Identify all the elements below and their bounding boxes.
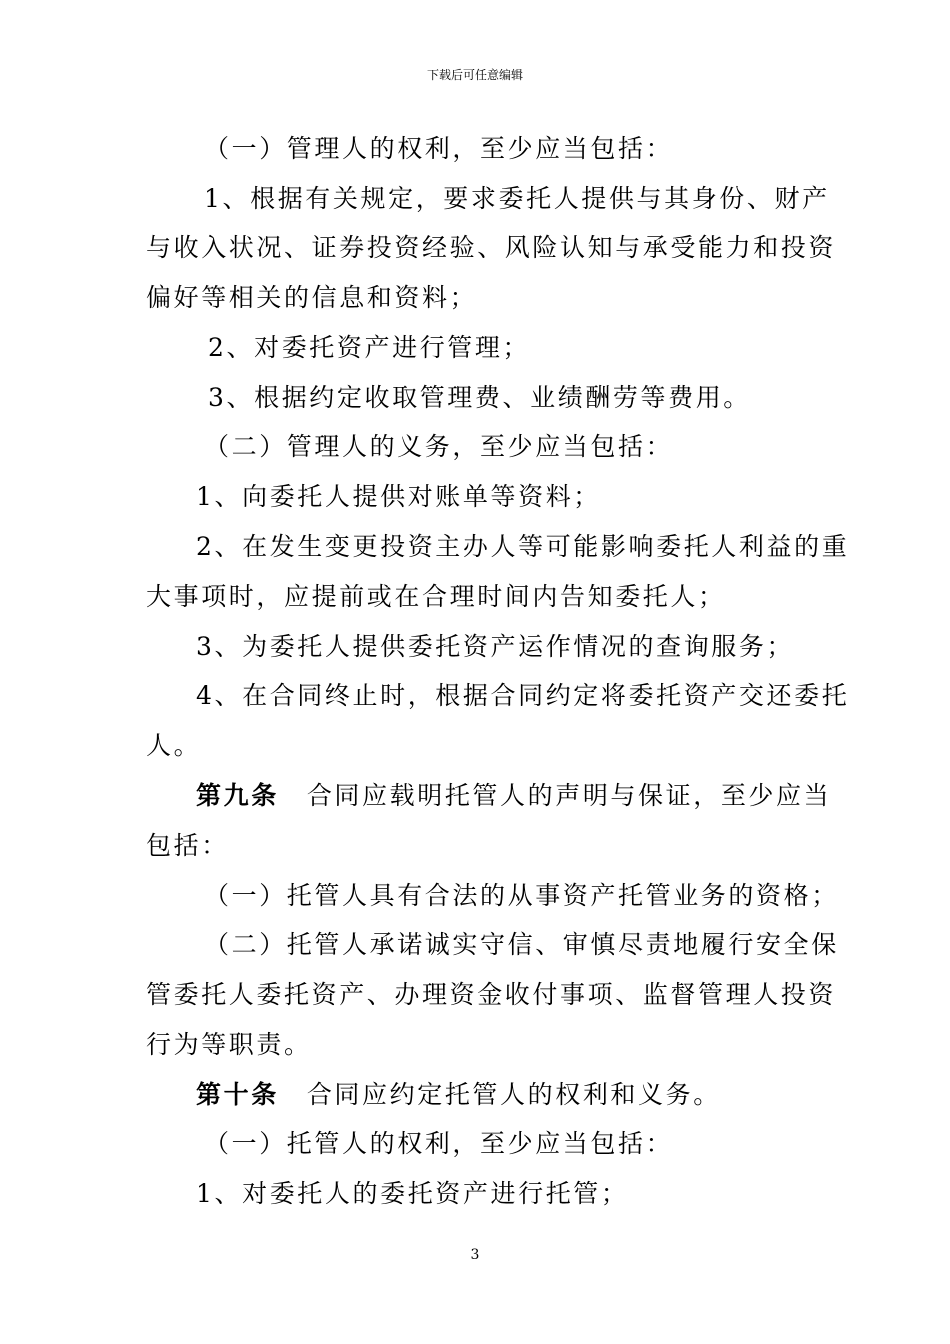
text-line: 4、在合同终止时，根据合同约定将委托资产交还委托 (196, 681, 850, 710)
page-header: 下载后可任意编辑 (426, 68, 523, 82)
text-line: 人。 (146, 731, 202, 760)
article-9-title: 第九条 (196, 781, 279, 810)
text-line: 3、根据约定收取管理费、业绩酬劳等费用。 (208, 383, 751, 412)
text-line: 与收入状况、证券投资经验、风险认知与承受能力和投资 (146, 233, 837, 262)
text-line: 3、为委托人提供委托资产运作情况的查询服务； (196, 632, 795, 661)
text-line: 1、向委托人提供对账单等资料； (196, 482, 601, 511)
text-line: 2、在发生变更投资主办人等可能影响委托人利益的重 (196, 532, 850, 561)
article-10-title: 第十条 (196, 1080, 279, 1109)
text-line: （一）管理人的权利，至少应当包括： (204, 134, 674, 163)
text-line: 2、对委托资产进行管理； (208, 333, 531, 362)
article-10-line (196, 1079, 866, 1111)
text-line: 行为等职责。 (146, 1030, 312, 1059)
article-9-line (196, 780, 866, 812)
text-line: 偏好等相关的信息和资料； (146, 283, 478, 312)
page-number: 3 (470, 1247, 480, 1263)
text-line: （一）托管人的权利，至少应当包括： (204, 1129, 674, 1158)
text-line: 1、根据有关规定，要求委托人提供与其身份、财产 (204, 184, 830, 213)
article-10-text: 合同应约定托管人的权利和义务。 (306, 1080, 721, 1109)
text-line: 包括： (146, 831, 229, 860)
article-9-text: 合同应载明托管人的声明与保证，至少应当 (306, 781, 832, 810)
text-line: （二）管理人的义务，至少应当包括： (204, 432, 674, 461)
text-line: （二）托管人承诺诚实守信、审慎尽责地履行安全保 (204, 930, 839, 959)
text-line: 1、对委托人的委托资产进行托管； (196, 1179, 629, 1208)
text-line: （一）托管人具有合法的从事资产托管业务的资格； (204, 881, 839, 910)
text-line: 管委托人委托资产、办理资金收付事项、监督管理人投资 (146, 980, 837, 1009)
text-line: 大事项时，应提前或在合理时间内告知委托人； (146, 582, 726, 611)
